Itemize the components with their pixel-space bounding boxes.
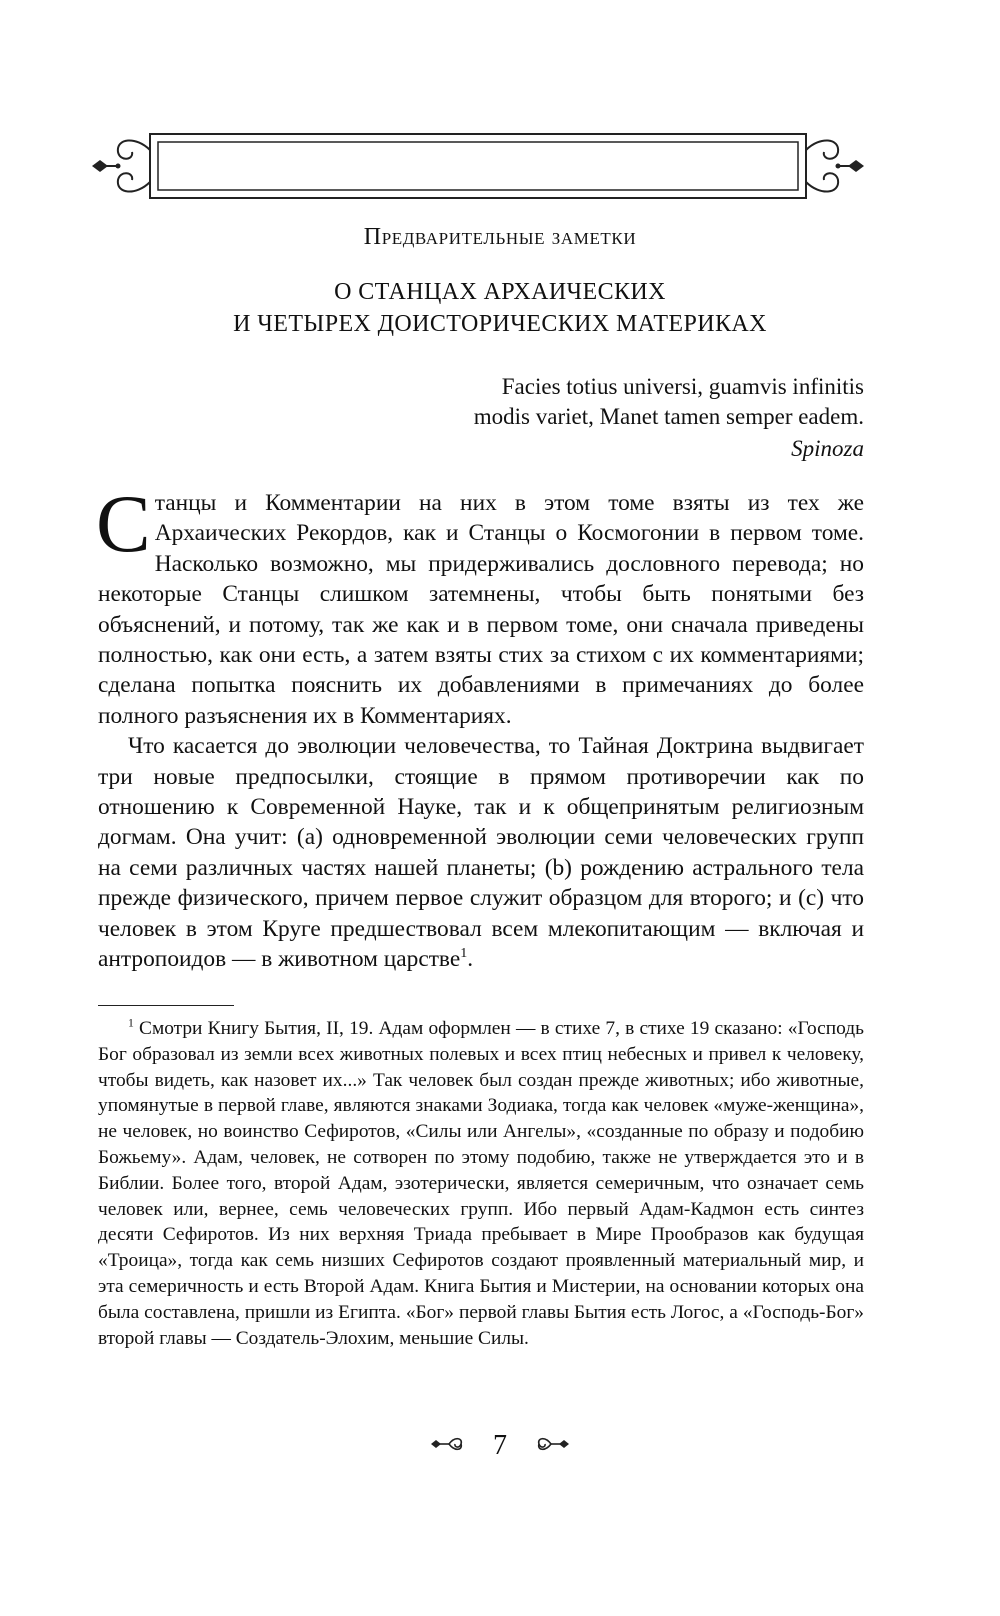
footnote-marker: 1 — [128, 1016, 134, 1030]
paragraph-1-text: танцы и Комментарии на них в этом томе взяты из тех же Архаических Рекордов, как и Станцы о Космогонии в первом томе. Насколько возможно, мы придерживались дословного перевода; но некоторые Станцы слишком затемнены, чтобы быть понятыми без объяснений, и потому, так же как и в первом томе, они сначала приведены полностью, как они есть, а затем взяты стих за стихом с их комментариями; сделана попытка пояснить их добавлениями в примечаниях до более полного разъяснения их в Комментариях. — [98, 490, 864, 729]
epigraph-line-1: Facies totius universi, guamvis infinitis — [501, 374, 864, 399]
chapter-title — [0, 276, 1000, 340]
main-text — [96, 478, 864, 975]
section-subtitle: Предварительные заметки — [363, 224, 637, 250]
footnote-text: Смотри Книгу Бытия, II, 19. Адам оформлен — в стихе 7, в стихе 19 сказано: «Господь Бог образовал из земли всех животных полевых и всех птиц небесных и привел к человеку, чтобы видеть, как назовет их...» Так человек был создан прежде животных; ибо животные, упомянутые в первой главе, являются знаками Зодиака, тогда как человек «муже-женщина», не человек, но воинство Сефиротов, «Силы или Ангелы», «созданные по образу и подобию Божьему». Адам, человек, не сотворен по этому подобию, также не утверждается это и в Библии. Более того, второй Адам, эзотерически, является семеричным, что означает семь человек или, вернее, семь человеческих групп. Ибо первый Адам-Кадмон есть синтез десяти Сефиротов. Из них верхняя Триада пребывает в Мире Прообразов как будущая «Троица», тогда как семь низших Сефиротов создают проявленный материальный мир, и эта семеричность и есть Второй Адам. Книга Бытия и Мистерии, на основании которых она была составлена, пришли из Египта. «Бог» первой главы Бытия есть Логос, а «Господь-Бог» второй главы — Создатель-Элохим, меньшие Силы. — [98, 1018, 864, 1349]
right-fleuron-icon — [531, 1432, 571, 1461]
epigraph-author: Spinoza — [791, 436, 864, 461]
header-ornament-frame — [88, 128, 868, 204]
drop-cap: С — [96, 478, 151, 569]
footnote — [98, 1016, 864, 1351]
page-number: 7 — [493, 1430, 507, 1461]
footnote-paragraph — [98, 1016, 864, 1351]
footnote-reference[interactable]: 1 — [460, 945, 468, 962]
epigraph-line-2: modis variet, Manet tamen semper eadem. — [473, 404, 864, 429]
paragraph-2-end: . — [467, 946, 474, 973]
paragraph-2 — [98, 731, 864, 974]
paragraph-2-text: Что касается до эволюции человечества, то Тайная Доктрина выдвигает три новые предпосылки, стоящие в прямом противоречии как по отношению к Современной Науке, так и к общепринятым религиозным догмам. Она учит: (a) одновременной эволюции семи человеческих групп на семи различных частях нашей планеты; (b) рождению астрального тела прежде физического, причем первое служит образцом для второго; и (c) что человек в этом Круге предшествовал всем млекопитающим — включая и антропоидов — в животном царстве — [98, 733, 864, 973]
chapter-title-line-2: И ЧЕТЫРЕХ ДОИСТОРИЧЕСКИХ МАТЕРИКАХ — [233, 311, 767, 337]
page-footer — [0, 1430, 1000, 1470]
paragraph-1 — [96, 478, 864, 731]
chapter-title-line-1: О СТАНЦАХ АРХАИЧЕСКИХ — [334, 279, 666, 305]
epigraph — [264, 372, 864, 464]
left-fleuron-icon — [429, 1432, 469, 1461]
footnote-divider — [98, 1005, 234, 1006]
